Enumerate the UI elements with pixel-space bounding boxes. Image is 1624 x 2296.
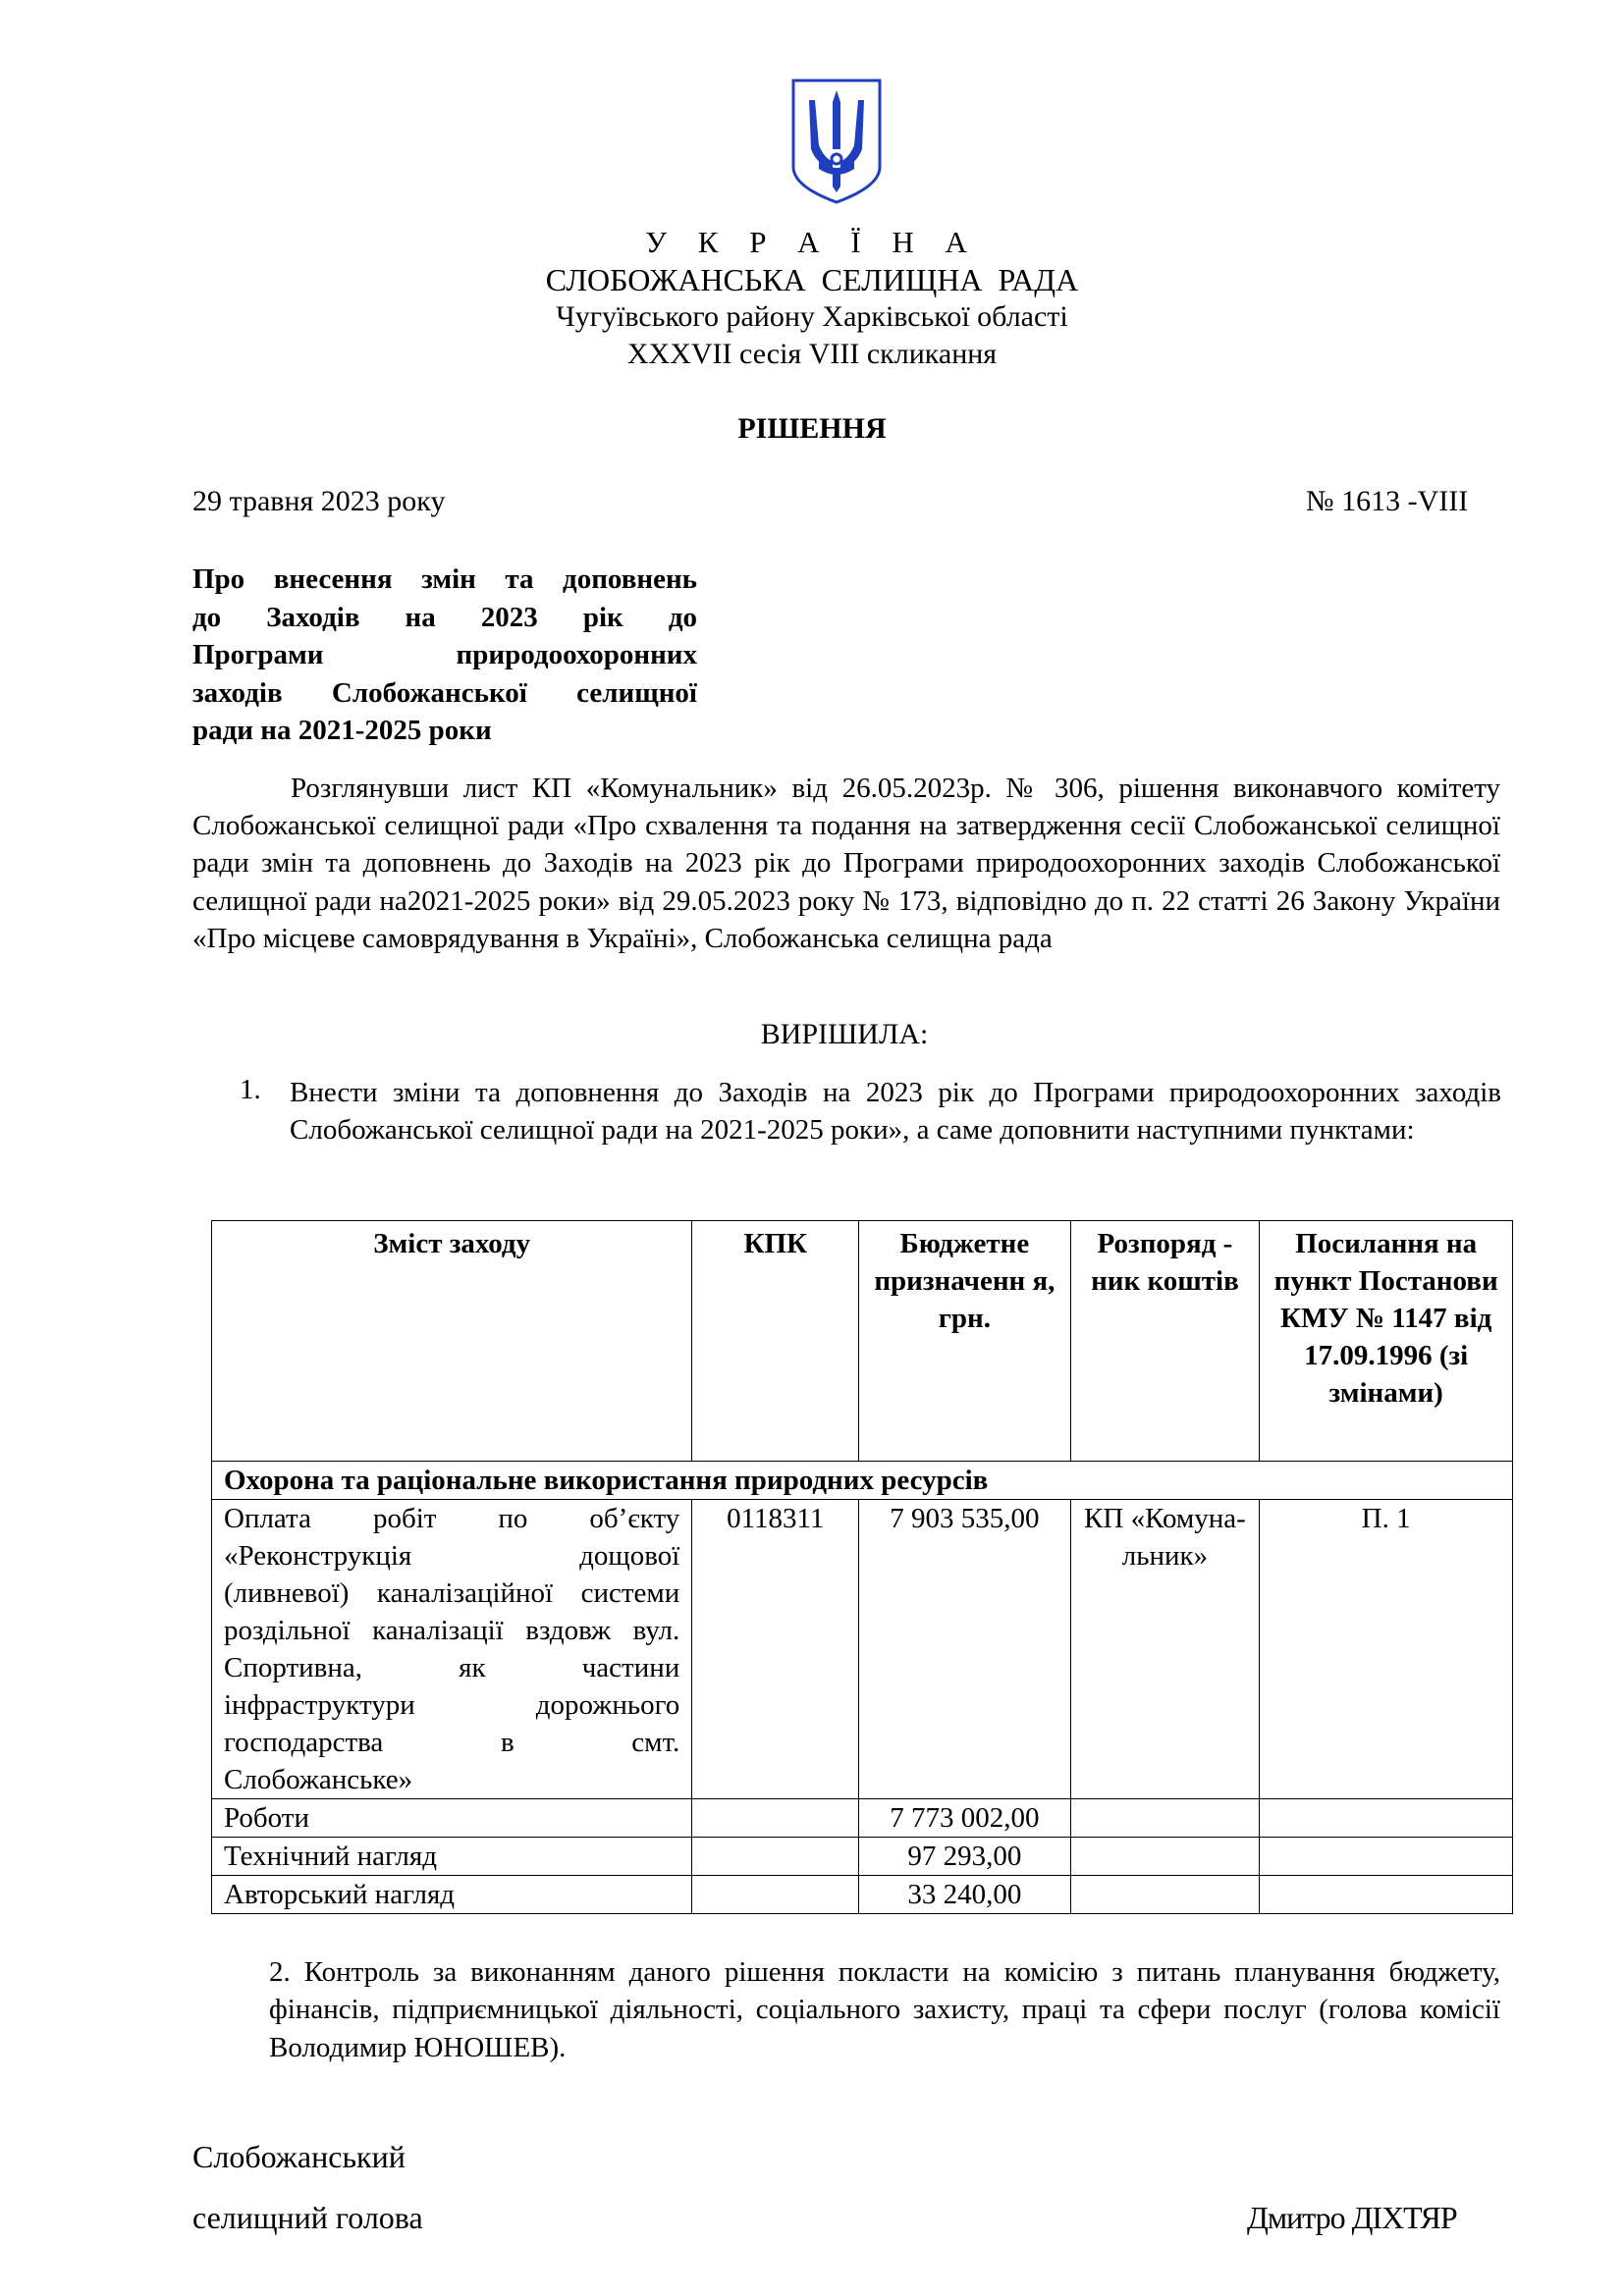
header-manager: Розпоряд - ник коштів	[1070, 1221, 1260, 1462]
header-budget: Бюджетне призначенн я, грн.	[859, 1221, 1070, 1462]
sub-row-manager	[1070, 1799, 1260, 1838]
signatory-title-line: Слобожанський	[192, 2139, 406, 2174]
sub-row-reference	[1260, 1838, 1513, 1876]
content-line: «Реконструкція дощової	[224, 1540, 680, 1572]
sub-row-manager	[1070, 1838, 1260, 1876]
subject-line: заходів Слобожанської селищної	[192, 676, 697, 709]
preamble-paragraph: Розглянувши лист КП «Комунальник» від 26.05.2023р. № 306, рішення виконавчого комітету Слобожанської селищної ради «Про схвалення та подання на затвердження сесії Слобожанської селищної ради змін та доповнень до Заходів на 2023 рік до Програми природоохоронних заходів Слобожанської селищної ради на2021-2025 роки» від 29.05.2023 року № 173, відповідно до п. 22 статті 26 Закону України «Про місцеве самоврядування в Україні», Слобожанська селищна рада	[192, 773, 1500, 954]
sub-row-budget: 97 293,00	[859, 1838, 1070, 1876]
main-row-reference: П. 1	[1260, 1500, 1513, 1799]
document-type-title: РІШЕННЯ	[737, 412, 887, 445]
main-row-kpk: 0118311	[692, 1500, 859, 1799]
sub-row-budget: 7 773 002,00	[859, 1799, 1070, 1838]
sub-row-reference	[1260, 1876, 1513, 1914]
table-row	[212, 1876, 1513, 1914]
signatory-title	[192, 2126, 423, 2248]
subject-line: до Заходів на 2023 рік до	[192, 601, 697, 633]
content-line: Оплата робіт по об’єкту	[224, 1503, 680, 1534]
header-content: Зміст заходу	[212, 1221, 692, 1462]
subject-line: Про внесення змін та доповнень	[192, 563, 697, 595]
decision-subject	[192, 561, 697, 750]
measures-table	[211, 1220, 1513, 1914]
signatory-name: Дмитро ДІХТЯР	[1247, 2200, 1457, 2235]
sub-row-reference	[1260, 1799, 1513, 1838]
sub-row-content: Роботи	[212, 1799, 692, 1838]
content-line: (ливневої) каналізаційної системи	[224, 1577, 680, 1609]
table-row	[212, 1838, 1513, 1876]
table-row	[212, 1500, 1513, 1799]
country-heading: У К Р А Ї Н А	[645, 225, 979, 259]
header-kpk: КПК	[692, 1221, 859, 1462]
session-heading: XXXVII сесія VIII скликання	[626, 338, 998, 370]
table-row	[212, 1799, 1513, 1838]
item-2-text: 2. Контроль за виконанням даного рішення покласти на комісію з питань планування бюджету, фінансів, підприємницької діяльності, соціального захисту, праці та сфери послуг (голова комісії Володимир ЮНОШЕВ).	[269, 1956, 1500, 2063]
content-line: інфраструктури дорожнього	[224, 1689, 680, 1721]
council-heading: СЛОБОЖАНСЬКА СЕЛИЩНА РАДА	[545, 262, 1079, 297]
section-title: Охорона та раціональне використання природних ресурсів	[212, 1462, 1513, 1500]
subject-line: Програми природоохоронних	[192, 639, 697, 670]
sub-row-kpk	[692, 1876, 859, 1914]
sub-row-kpk	[692, 1799, 859, 1838]
main-row-content	[212, 1500, 692, 1799]
decision-date: 29 травня 2023 року	[192, 485, 446, 517]
sub-row-content: Авторський нагляд	[212, 1876, 692, 1914]
decision-number: № 1613 -VIII	[1306, 485, 1469, 517]
sub-row-budget: 33 240,00	[859, 1876, 1070, 1914]
resolved-heading: ВИРІШИЛА:	[760, 1018, 929, 1050]
content-line: господарства в смт.	[224, 1727, 680, 1758]
table-header-row	[212, 1221, 1513, 1462]
item-1-number: 1.	[240, 1074, 261, 1105]
trident-coat-of-arms-icon	[789, 77, 884, 206]
header-reference: Посилання на пункт Постанови КМУ № 1147 від 17.09.1996 (зі змінами)	[1260, 1221, 1513, 1462]
sub-row-content: Технічний нагляд	[212, 1838, 692, 1876]
signatory-title-line: селищний голова	[192, 2200, 423, 2235]
table-section-row	[212, 1462, 1513, 1500]
subject-line: ради на 2021-2025 роки	[192, 715, 492, 746]
content-line: Спортивна, як частини	[224, 1652, 680, 1683]
main-row-budget: 7 903 535,00	[859, 1500, 1070, 1799]
content-line: Слобожанське»	[224, 1764, 413, 1795]
main-row-manager: КП «Комуна- льник»	[1070, 1500, 1260, 1799]
content-line: роздільної каналізації вздовж вул.	[224, 1615, 680, 1646]
item-1-text: Внести зміни та доповнення до Заходів на 2023 рік до Програми природоохоронних заходів Слобожанської селищної ради на 2021-2025 роки», а саме доповнити наступними пунктами:	[290, 1077, 1501, 1147]
district-heading: Чугуївського району Харківської області	[556, 300, 1068, 333]
sub-row-kpk	[692, 1838, 859, 1876]
sub-row-manager	[1070, 1876, 1260, 1914]
